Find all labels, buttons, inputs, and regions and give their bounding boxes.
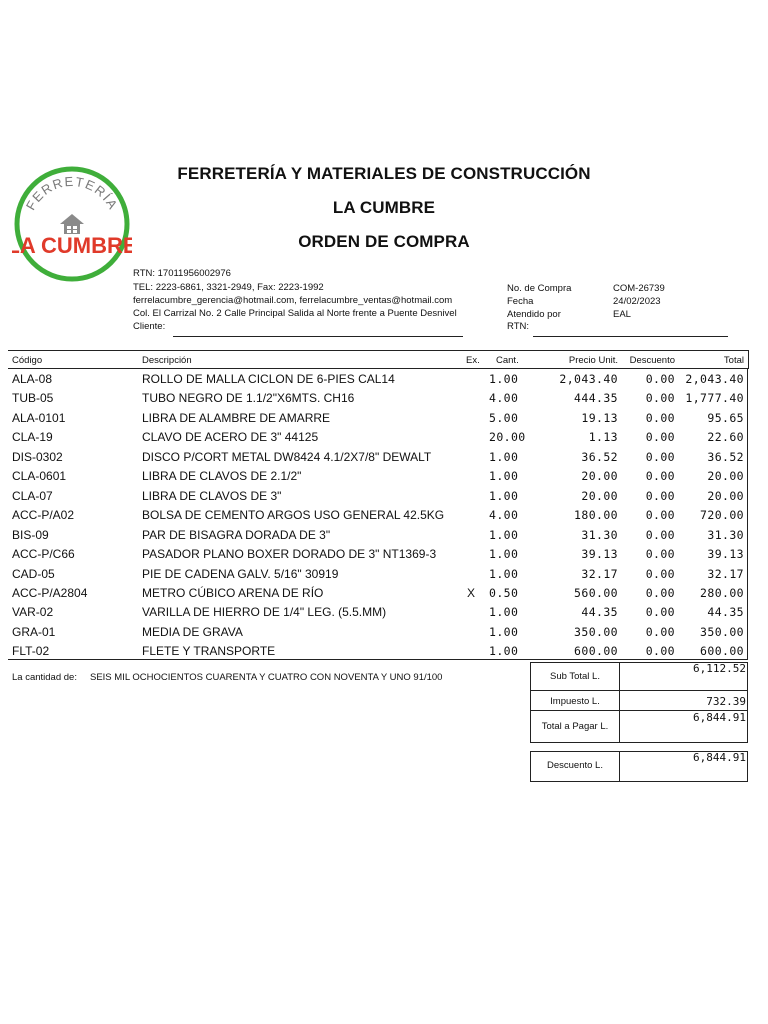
table-row (0, 428, 768, 447)
item-description: METRO CÚBICO ARENA DE RÍO (142, 585, 324, 600)
client-rtn-label: RTN: (507, 321, 529, 332)
company-rtn: RTN: 17011956002976 (133, 268, 231, 279)
item-unit-price: 560.00 (574, 585, 618, 600)
item-discount: 0.00 (645, 410, 675, 425)
item-discount: 0.00 (645, 508, 675, 523)
item-description: PIE DE CADENA GALV. 5/16" 30919 (142, 566, 339, 581)
item-total: 36.52 (707, 449, 744, 464)
company-emails: ferrelacumbre_gerencia@hotmail.com, ferrelacumbre_ventas@hotmail.com (133, 295, 453, 306)
company-phone: TEL: 2223-6861, 3321-2949, Fax: 2223-1992 (133, 282, 324, 293)
client-rtn-underline (533, 336, 728, 337)
item-quantity: 1.00 (489, 488, 519, 503)
item-unit-price: 19.13 (581, 410, 618, 425)
item-description: LIBRA DE CLAVOS DE 3" (142, 488, 282, 503)
table-row (0, 565, 768, 584)
item-description: BOLSA DE CEMENTO ARGOS USO GENERAL 42.5KG (142, 508, 445, 523)
item-quantity: 1.00 (489, 449, 519, 464)
item-unit-price: 1.13 (588, 430, 618, 445)
item-code: CLA-07 (12, 488, 53, 503)
item-discount: 0.00 (645, 391, 675, 406)
table-row (0, 642, 768, 661)
item-total: 95.65 (707, 410, 744, 425)
no-compra-value: COM-26739 (613, 283, 665, 294)
table-row (0, 409, 768, 428)
descuento-label: Descuento L. (547, 760, 603, 771)
item-discount: 0.00 (645, 488, 675, 503)
item-code: VAR-02 (12, 605, 54, 620)
item-unit-price: 36.52 (581, 449, 618, 464)
item-code: CAD-05 (12, 566, 55, 581)
table-row (0, 487, 768, 506)
header-codigo: Código (12, 355, 43, 366)
table-row (0, 448, 768, 467)
item-code: DIS-0302 (12, 449, 63, 464)
atendido-value: EAL (613, 309, 631, 320)
item-code: CLA-0601 (12, 469, 67, 484)
header-descripcion: Descripción (142, 355, 192, 366)
item-description: DISCO P/CORT METAL DW8424 4.1/2X7/8" DEWALT (142, 449, 432, 464)
item-discount: 0.00 (645, 566, 675, 581)
table-row (0, 370, 768, 389)
item-discount: 0.00 (645, 644, 675, 659)
header-ex: Ex. (466, 355, 480, 366)
item-description: VARILLA DE HIERRO DE 1/4" LEG. (5.5.MM) (142, 605, 387, 620)
cliente-label: Cliente: (133, 321, 166, 332)
item-quantity: 4.00 (489, 391, 519, 406)
amount-words-label: La cantidad de: (12, 672, 77, 683)
item-total: 20.00 (707, 488, 744, 503)
table-row (0, 506, 768, 525)
item-discount: 0.00 (645, 624, 675, 639)
header-total: Total (723, 355, 744, 366)
item-code: FLT-02 (12, 644, 50, 659)
item-description: PASADOR PLANO BOXER DORADO DE 3" NT1369-3 (142, 547, 437, 562)
item-total: 600.00 (700, 644, 744, 659)
item-discount: 0.00 (645, 430, 675, 445)
item-quantity: 1.00 (489, 624, 519, 639)
item-code: BIS-09 (12, 527, 49, 542)
item-total: 31.30 (707, 527, 744, 542)
item-unit-price: 39.13 (581, 547, 618, 562)
item-unit-price: 20.00 (581, 469, 618, 484)
item-description: FLETE Y TRANSPORTE (142, 644, 276, 659)
item-discount: 0.00 (645, 547, 675, 562)
item-description: MEDIA DE GRAVA (142, 624, 243, 639)
item-quantity: 20.00 (489, 430, 526, 445)
item-unit-price: 350.00 (574, 624, 618, 639)
item-code: TUB-05 (12, 391, 54, 406)
item-discount: 0.00 (645, 449, 675, 464)
descuento-value: 6,844.91 (693, 751, 746, 764)
item-quantity: 1.00 (489, 644, 519, 659)
subtotal-value: 6,112.52 (693, 662, 746, 675)
item-quantity: 4.00 (489, 508, 519, 523)
company-name-line1: FERRETERÍA Y MATERIALES DE CONSTRUCCIÓN (177, 164, 591, 183)
item-unit-price: 2,043.40 (559, 372, 618, 386)
item-quantity: 5.00 (489, 410, 519, 425)
subtotal-label: Sub Total L. (549, 671, 600, 682)
item-total: 2,043.40 (685, 372, 744, 386)
item-discount: 0.00 (645, 372, 675, 386)
item-code: ALA-08 (12, 372, 53, 386)
item-description: LIBRA DE CLAVOS DE 2.1/2" (142, 469, 302, 484)
document-title: ORDEN DE COMPRA (298, 232, 470, 251)
table-row (0, 467, 768, 486)
item-total: 39.13 (707, 547, 744, 562)
table-row (0, 526, 768, 545)
item-code: CLA-19 (12, 430, 53, 445)
item-code: ACC-P/C66 (12, 547, 75, 562)
total-value: 6,844.91 (693, 711, 746, 724)
item-code: GRA-01 (12, 624, 56, 639)
item-discount: 0.00 (645, 527, 675, 542)
item-description: LIBRA DE ALAMBRE DE AMARRE (142, 410, 331, 425)
item-discount: 0.00 (645, 585, 675, 600)
item-quantity: 0.50 (489, 585, 519, 600)
item-code: ACC-P/A2804 (12, 585, 88, 600)
item-total: 44.35 (707, 605, 744, 620)
item-unit-price: 444.35 (574, 391, 618, 406)
table-row (0, 603, 768, 622)
fecha-label: Fecha (507, 296, 534, 307)
fecha-value: 24/02/2023 (613, 296, 661, 307)
item-description: ROLLO DE MALLA CICLON DE 6-PIES CAL14 (142, 372, 395, 386)
table-row (0, 623, 768, 642)
item-discount: 0.00 (645, 605, 675, 620)
item-total: 32.17 (707, 566, 744, 581)
header-precio: Precio Unit. (568, 355, 618, 366)
logo-main-text: LA CUMBRE (12, 233, 132, 258)
item-quantity: 1.00 (489, 566, 519, 581)
item-unit-price: 20.00 (581, 488, 618, 503)
item-quantity: 1.00 (489, 469, 519, 484)
item-quantity: 1.00 (489, 605, 519, 620)
table-row (0, 389, 768, 408)
item-quantity: 1.00 (489, 527, 519, 542)
header-cant: Cant. (496, 355, 519, 366)
item-code: ALA-0101 (12, 410, 66, 425)
cliente-underline (173, 336, 463, 337)
item-unit-price: 44.35 (581, 605, 618, 620)
atendido-label: Atendido por (507, 309, 561, 320)
total-label: Total a Pagar L. (541, 721, 609, 732)
item-exempt: X (467, 585, 476, 600)
header-descuento: Descuento (629, 355, 675, 366)
table-row (0, 545, 768, 564)
item-quantity: 1.00 (489, 547, 519, 562)
company-address: Col. El Carrizal No. 2 Calle Principal Salida al Norte frente a Puente Desnivel (133, 308, 457, 319)
item-unit-price: 180.00 (574, 508, 618, 523)
item-discount: 0.00 (645, 469, 675, 484)
company-name-line2: LA CUMBRE (332, 198, 436, 217)
table-row (0, 584, 768, 603)
item-total: 350.00 (700, 624, 744, 639)
item-total: 280.00 (700, 585, 744, 600)
item-description: TUBO NEGRO DE 1.1/2"X6MTS. CH16 (142, 391, 355, 406)
item-quantity: 1.00 (489, 372, 519, 386)
item-total: 20.00 (707, 469, 744, 484)
item-unit-price: 600.00 (574, 644, 618, 659)
item-description: CLAVO DE ACERO DE 3" 44125 (142, 430, 319, 445)
item-code: ACC-P/A02 (12, 508, 75, 523)
item-unit-price: 32.17 (581, 566, 618, 581)
item-total: 1,777.40 (685, 391, 744, 406)
item-unit-price: 31.30 (581, 527, 618, 542)
no-compra-label: No. de Compra (507, 283, 572, 294)
item-total: 22.60 (707, 430, 744, 445)
item-total: 720.00 (700, 508, 744, 523)
impuesto-value: 732.39 (706, 695, 746, 708)
logo-top-text: FERRETERÍA (22, 173, 122, 213)
item-description: PAR DE BISAGRA DORADA DE 3" (142, 527, 331, 542)
amount-words-text: SEIS MIL OCHOCIENTOS CUARENTA Y CUATRO CON NOVENTA Y UNO 91/100 (90, 672, 443, 683)
impuesto-label: Impuesto L. (550, 696, 600, 707)
